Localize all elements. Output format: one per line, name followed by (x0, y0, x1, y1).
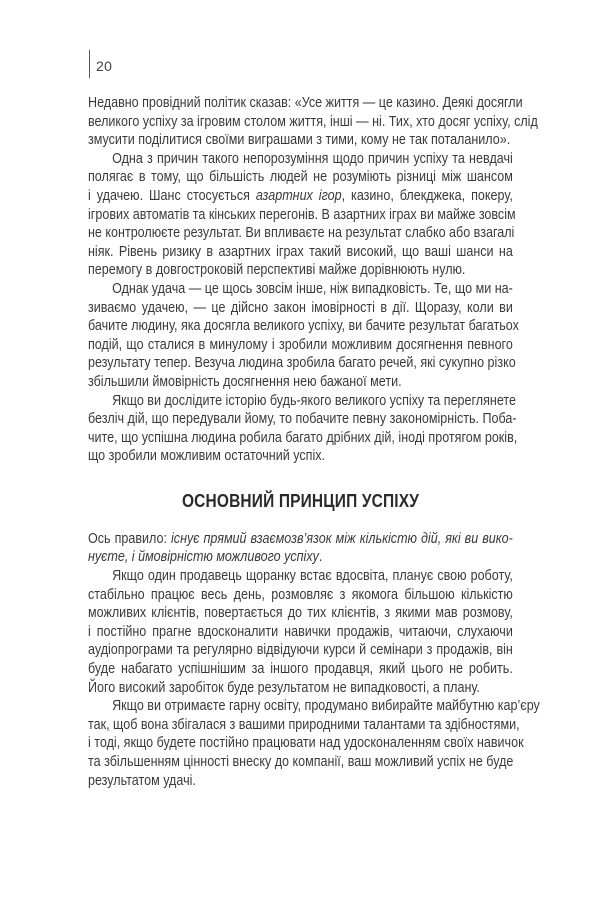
text-line: Недавно провідний політик сказав: «Усе життя — це казино. Деякі досягли (88, 95, 523, 111)
rule-italic-text: нуєте, і ймовірністю можливого успіху (88, 549, 319, 566)
text-line: так, щоб вона збігалася з вашими природними талантами та здібностями, (88, 716, 520, 733)
rule-trailing-text: . (318, 549, 323, 566)
text-line: Його високий заробіток буде результатом не випадковості, а плану. (88, 679, 480, 696)
paragraph (88, 567, 513, 697)
text-line: результату тепер. Везуча людина зробила багато речей, які сукупно різко (88, 355, 516, 372)
text-line: результатом удачі. (88, 772, 196, 789)
text-line: бачите людину, яка досягла великого успіху, ви бачите результат багатьох (88, 318, 519, 335)
text-line: Якщо один продавець щоранку встає вдосвіта, планує свою роботу, (112, 568, 513, 585)
text-line: змусити поділитися своїми виграшами з тими, кому не так поталанило». (88, 132, 511, 149)
text-line: ігрових автоматів та кінських перегонів. В азартних іграх ви майже зовсім (88, 206, 516, 223)
text-line: перемогу в довгостроковій перспективі майже дорівнюють нулю. (88, 262, 466, 279)
page-number: 20 (96, 58, 113, 74)
text-line: полягає в тому, що більшість людей не розуміють різниці між шансом (88, 169, 513, 186)
section-heading: ОСНОВНИЙ ПРИНЦИП УСПІХУ (181, 490, 420, 511)
text-line: та збільшенням цінності внеску до компанії, ваш можливий успіх не буде (88, 754, 514, 770)
text-line: безліч дій, що передували йому, то побачите певну закономірність. Поба- (88, 411, 517, 428)
section-intro (88, 94, 538, 466)
text-line: і тоді, якщо будете постійно працювати над удосконаленням своїх навичок (88, 735, 524, 752)
paragraph (88, 392, 518, 466)
text-line: Одна з причин такого непорозуміння щодо причин успіху та невдачі (112, 150, 513, 167)
text-line: аудіопрограми та регулярно відвідуючи курси й семінари з продажів, він (88, 642, 513, 659)
italic-term: азартних ігор (255, 187, 342, 204)
page-body (88, 94, 540, 790)
section-principle (88, 530, 540, 790)
text-line (88, 548, 513, 567)
paragraph (88, 150, 516, 280)
text-line: можливих клієнтів, повертається до тих клієнтів, з якими мав розмову, (88, 605, 513, 622)
text-line: подій, що сталися в минулому і зробили можливим досягнення певного (88, 336, 513, 353)
rule-paragraph (88, 530, 513, 567)
text-line: буде набагато успішнішим за іншого продавця, який цього не робить. (88, 661, 513, 678)
text-line: великого успіху за ігровим столом життя, інші — ні. Тих, хто досяг успіху, слід (88, 113, 538, 130)
paragraph (88, 280, 519, 392)
rule-lead-text: Ось правило: (88, 530, 172, 547)
text-line: не контролюєте результат. Ви впливаєте на результат слабко або взагалі (88, 225, 515, 242)
text-line: і постійно прагне вдосконалити навички продажів, читаючи, слухаючи (88, 623, 513, 640)
text-line: збільшили ймовірність досягнення нею бажаної мети. (88, 373, 402, 390)
text-line (88, 187, 513, 206)
paragraph (88, 697, 540, 790)
page-number-rule (89, 50, 90, 78)
text-line: Якщо ви дослідите історію будь-якого великого успіху та переглянете (112, 392, 517, 409)
text-line: зиваємо удачею, — це дійсно закон імовірності в дії. Щоразу, коли ви (88, 299, 513, 316)
text-line: Якщо ви отримаєте гарну освіту, продумано вибирайте майбутню кар’єру (112, 698, 540, 715)
text-run: , казино, блекджека, покеру, (341, 187, 513, 204)
text-line: чите, що успішна людина робила багато дрібних дій, іноді протягом років, (88, 429, 518, 446)
text-run: і удачею. Шанс стосується (88, 187, 256, 204)
text-line: Однак удача — це щось зовсім інше, ніж випадковість. Те, що ми на- (112, 280, 513, 297)
text-line (88, 530, 513, 549)
text-line: стабільно працює весь день, розмовляє з якомога більшою кількістю (88, 586, 513, 603)
rule-italic-text: існує прямий взаємозв’язок між кількістю дій, які ви вико- (171, 530, 513, 547)
text-line: ніяк. Рівень ризику в азартних іграх такий високий, що ваші шанси на (88, 243, 513, 260)
text-line: що зробили можливим остаточний успіх. (88, 448, 325, 465)
paragraph (88, 94, 538, 150)
